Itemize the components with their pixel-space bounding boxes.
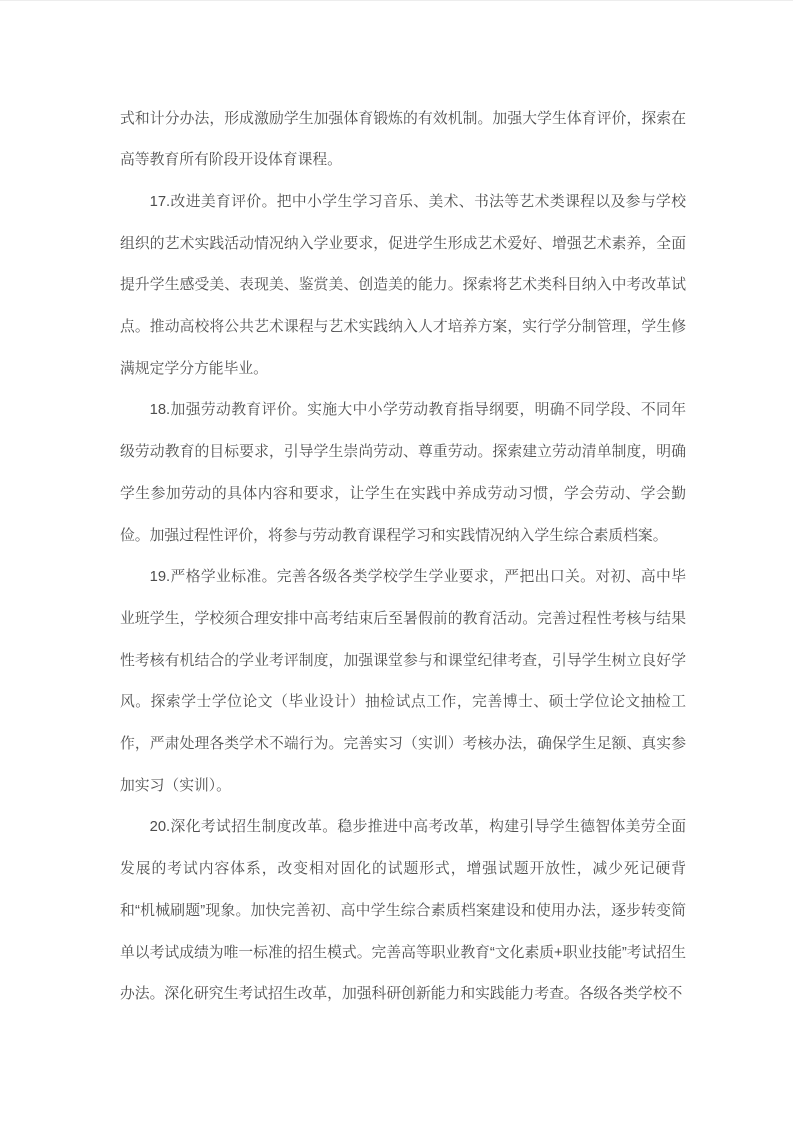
paragraph-20-exam-enrollment-reform: 20.深化考试招生制度改革。稳步推进中高考改革，构建引导学生德智体美劳全面发展的考试内容体系，改变相对固化的试题形式，增强试题开放性，减少死记硬背和“机械刷题”现象。加快完善初、高中学生综合素质档案建设和使用办法，逐步转变简单以考试成绩为唯一标准的招生模式。完善高等职业教育“文化素质+职业技能”考试招生办法。深化研究生考试招生改革，加强科研创新能力和实践能力考查。各级各类学校不 bbox=[120, 819, 686, 1003]
paragraph-16-continuation: 式和计分办法，形成激励学生加强体育锻炼的有效机制。加强大学生体育评价，探索在高等教育所有阶段开设体育课程。 bbox=[120, 110, 686, 169]
paragraph-19-academic-standards: 19.严格学业标准。完善各级各类学校学生学业要求，严把出口关。对初、高中毕业班学生，学校须合理安排中高考结束后至暑假前的教育活动。完善过程性考核与结果性考核有机结合的学业考评制度，加强课堂参与和课堂纪律考查，引导学生树立良好学风。探索学士学位论文（毕业设计）抽检试点工作，完善博士、硕士学位论文抽检工作，严肃处理各类学术不端行为。完善实习（实训）考核办法，确保学生足额、真实参加实习（实训）。 bbox=[120, 569, 686, 794]
paragraph-17-aesthetic-education-evaluation: 17.改进美育评价。把中小学生学习音乐、美术、书法等艺术类课程以及参与学校组织的艺术实践活动情况纳入学业要求，促进学生形成艺术爱好、增强艺术素养，全面提升学生感受美、表现美、鉴赏美、创造美的能力。探索将艺术类科目纳入中考改革试点。推动高校将公共艺术课程与艺术实践纳入人才培养方案，实行学分制管理，学生修满规定学分方能毕业。 bbox=[120, 193, 686, 377]
paragraph-18-labor-education-evaluation: 18.加强劳动教育评价。实施大中小学劳动教育指导纲要，明确不同学段、不同年级劳动教育的目标要求，引导学生崇尚劳动、尊重劳动。探索建立劳动清单制度，明确学生参加劳动的具体内容和要求，让学生在实践中养成劳动习惯，学会劳动、学会勤俭。加强过程性评价，将参与劳动教育课程学习和实践情况纳入学生综合素质档案。 bbox=[120, 402, 686, 544]
page-top-divider bbox=[0, 0, 793, 1]
